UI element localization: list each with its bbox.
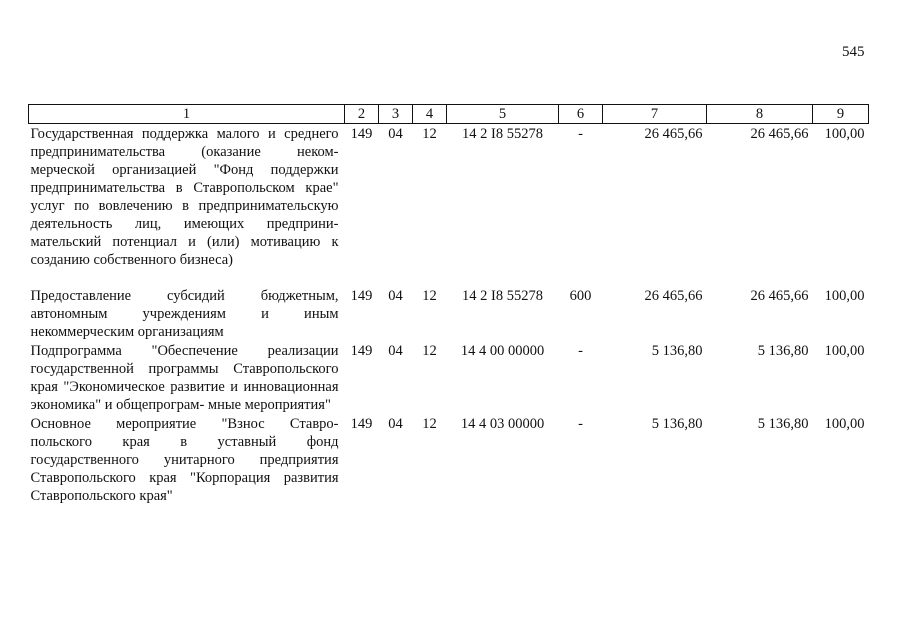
cell-planned: 26 465,66 (644, 126, 703, 142)
cell-executed: 26 465,66 (750, 288, 809, 304)
header-cell: 9 (813, 105, 869, 124)
header-cell: 4 (413, 105, 447, 124)
cell-percent: 100,00 (824, 288, 865, 304)
row-name: Государственная поддержка малого и среднего предпринимательства (оказание неком- мерческой организацией "Фонд поддержки предпринимательства в Ставропольском крае" услуг по вовлечению в предпринимательскую деятельность лиц, имеющих предприни- мательский потенциал и (или) мотивацию к созданию собственного бизнеса) (30, 126, 339, 268)
header-cell: 8 (707, 105, 813, 124)
cell-section: 04 (388, 416, 403, 432)
header-row (29, 105, 869, 124)
cell-expense-type: - (578, 126, 583, 142)
cell-executed: 5 136,80 (757, 416, 809, 432)
cell-percent: 100,00 (824, 343, 865, 359)
cell-target-article: 14 2 I8 55278 (462, 288, 543, 304)
row-name: Предоставление субсидий бюджетным, автономным учреждениям и иным некоммерческим организациям (30, 288, 339, 340)
cell-section: 04 (388, 343, 403, 359)
cell-ministry: 149 (350, 343, 373, 359)
cell-executed: 26 465,66 (750, 126, 809, 142)
cell-section: 04 (388, 288, 403, 304)
header-cell: 7 (603, 105, 707, 124)
header-cell: 6 (559, 105, 603, 124)
cell-target-article: 14 2 I8 55278 (462, 126, 543, 142)
cell-ministry: 149 (350, 288, 373, 304)
cell-subsection: 12 (422, 343, 437, 359)
budget-table (28, 104, 869, 505)
cell-executed: 5 136,80 (757, 343, 809, 359)
header-cell: 5 (447, 105, 559, 124)
cell-ministry: 149 (350, 126, 373, 142)
cell-subsection: 12 (422, 288, 437, 304)
cell-expense-type: 600 (569, 288, 592, 304)
cell-planned: 5 136,80 (651, 416, 703, 432)
row-name: Подпрограмма "Обеспечение реализации государственной программы Ставропольского края "Экономическое развитие и инновационная экономика" и общепрограм- мные мероприятия" (30, 343, 339, 413)
cell-target-article: 14 4 03 00000 (460, 416, 545, 432)
page-number: 545 (842, 44, 865, 60)
cell-subsection: 12 (422, 126, 437, 142)
header-cell: 2 (345, 105, 379, 124)
cell-subsection: 12 (422, 416, 437, 432)
table-row (29, 286, 869, 341)
table-row (29, 341, 869, 414)
cell-target-article: 14 4 00 00000 (460, 343, 545, 359)
cell-expense-type: - (578, 416, 583, 432)
cell-expense-type: - (578, 343, 583, 359)
spacer-row (29, 269, 869, 286)
cell-planned: 5 136,80 (651, 343, 703, 359)
cell-planned: 26 465,66 (644, 288, 703, 304)
table-row (29, 414, 869, 505)
cell-section: 04 (388, 126, 403, 142)
row-name: Основное мероприятие "Взнос Ставро- польского края в уставный фонд государственного унитарного предприятия Ставропольского края "Корпорация развития Ставропольского края" (30, 416, 339, 504)
cell-percent: 100,00 (824, 126, 865, 142)
header-cell: 1 (29, 105, 345, 124)
table-row (29, 124, 869, 270)
cell-ministry: 149 (350, 416, 373, 432)
header-cell: 3 (379, 105, 413, 124)
cell-percent: 100,00 (824, 416, 865, 432)
